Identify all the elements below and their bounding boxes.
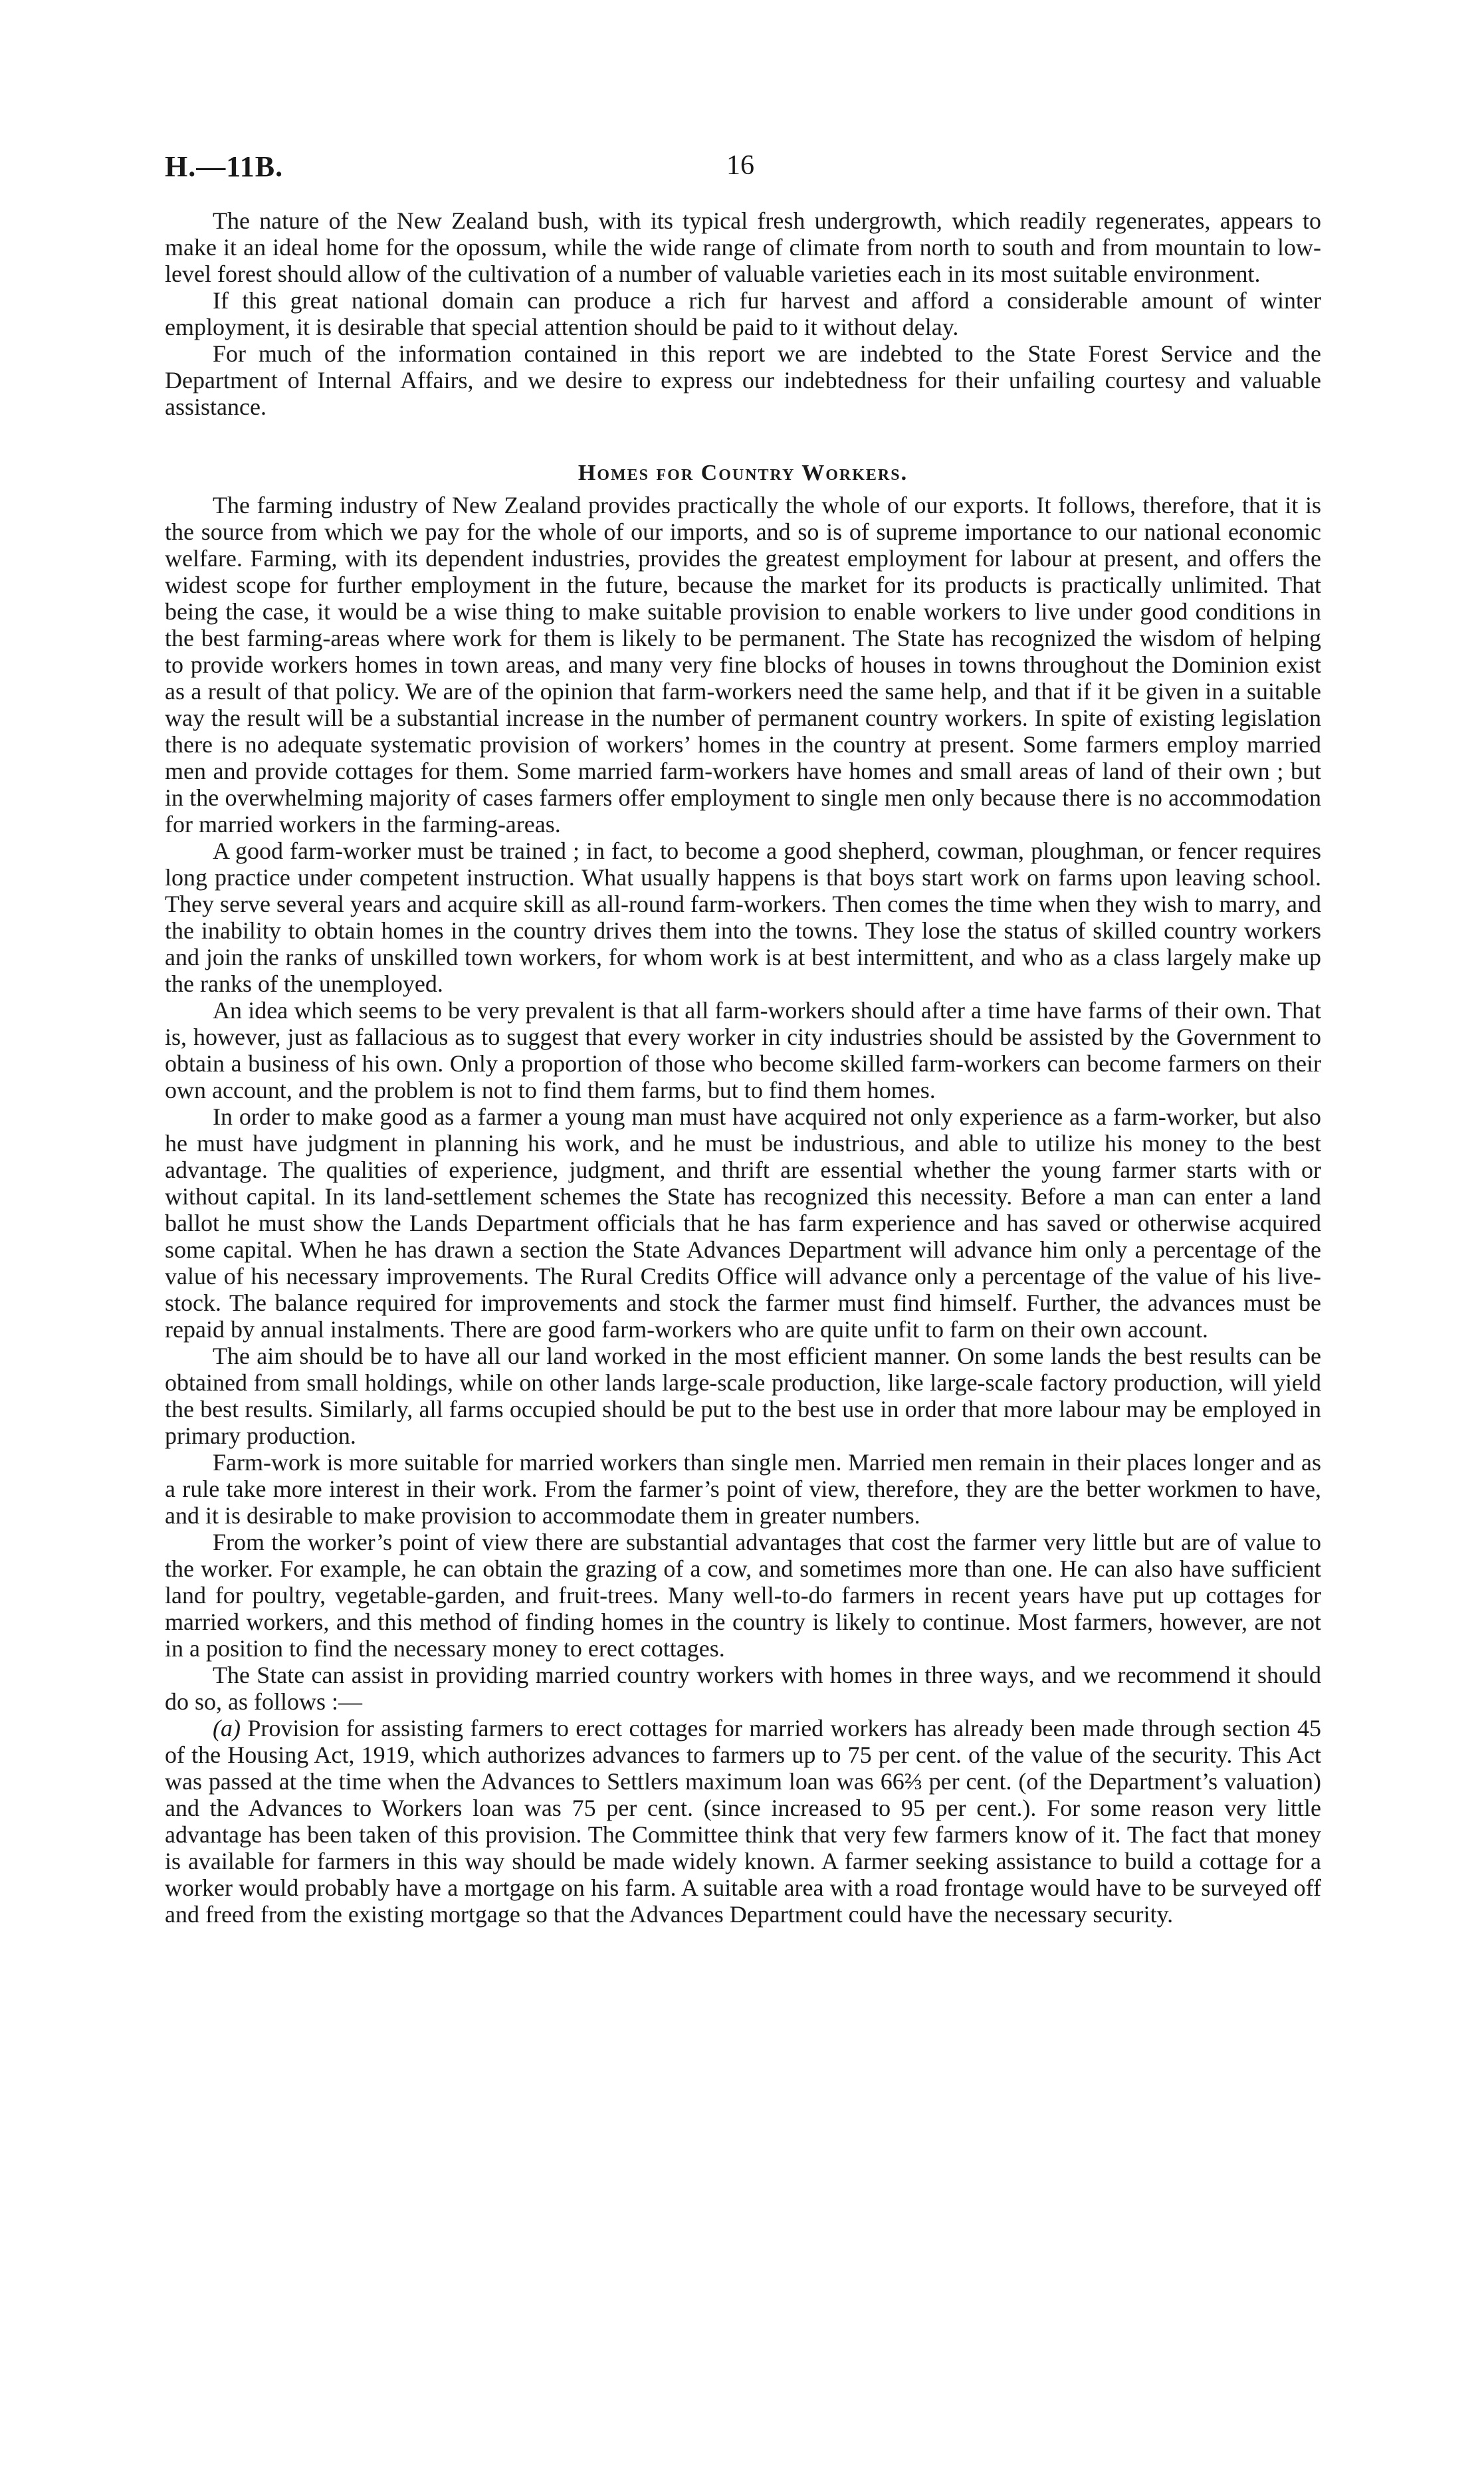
paragraph: A good farm-worker must be trained ; in fact, to become a good shepherd, cowman, ploughman, or fencer requires long practice under competent instruction. What usually happens is that boys start work on farms upon leaving school. They serve several years and acquire skill as all-round farm-workers. Then comes the time when they wish to marry, and the inability to obtain homes in the country drives them into the towns. They lose the status of skilled country workers and join the ranks of unskilled town workers, for whom work is at best intermittent, and who as a class largely make up the ranks of the unemployed. (165, 838, 1321, 997)
paragraph: An idea which seems to be very prevalent is that all farm-workers should after a time have farms of their own. That is, however, just as fallacious as to suggest that every worker in city industries should be assisted by the Government to obtain a business of his own. Only a proportion of those who become skilled farm-workers can become farmers on their own account, and the problem is not to find them farms, but to find them homes. (165, 997, 1321, 1103)
paragraph: From the worker’s point of view there are substantial advantages that cost the farmer very little but are of value to the worker. For example, he can obtain the grazing of a cow, and sometimes more than one. He can also have sufficient land for poultry, vegetable-garden, and fruit-trees. Many well-to-do farmers in recent years have put up cottages for married workers, and this method of finding homes in the country is likely to continue. Most farmers, however, are not in a position to find the necessary money to erect cottages. (165, 1529, 1321, 1662)
list-item-a (165, 1715, 1321, 1928)
paragraph: The nature of the New Zealand bush, with its typical fresh undergrowth, which readily regenerates, appears to make it an ideal home for the opossum, while the wide range of climate from north to south and from mountain to low-level forest should allow of the cultivation of a number of valuable varieties each in its most suitable environment. (165, 207, 1321, 287)
page-number: 16 (726, 150, 754, 181)
body-text (165, 207, 1321, 1928)
section-heading: Homes for Country Workers. (578, 461, 908, 485)
document-reference: H.—11B. (165, 150, 284, 183)
paragraph: In order to make good as a farmer a young man must have acquired not only experience as a farm-worker, but also he must have judgment in planning his work, and he must be industrious, and able to utilize his money to the best advantage. The qualities of experience, judgment, and thrift are essential whether the young farmer starts with or without capital. In its land-settlement schemes the State has recognized this necessity. Before a man can enter a land ballot he must show the Lands Department officials that he has farm experience and has saved or otherwise acquired some capital. When he has drawn a section the State Advances Department will advance him only a percentage of the value of his necessary improvements. The Rural Credits Office will advance only a percentage of the value of his live-stock. The balance required for improvements and stock the farmer must find himself. Further, the advances must be repaid by annual instalments. There are good farm-workers who are quite unfit to farm on their own account. (165, 1103, 1321, 1343)
paragraph: For much of the information contained in this report we are indebted to the State Forest Service and the Department of Internal Affairs, and we desire to express our indebtedness for their unfailing courtesy and valuable assistance. (165, 340, 1321, 420)
paragraph: If this great national domain can produce a rich fur harvest and afford a considerable amount of winter employment, it is desirable that special attention should be paid to it without delay. (165, 287, 1321, 340)
paragraph: The farming industry of New Zealand provides practically the whole of our exports. It follows, therefore, that it is the source from which we pay for the whole of our imports, and so is of supreme importance to our national economic welfare. Farming, with its dependent industries, provides the greatest employment for labour at present, and offers the widest scope for further employment in the future, because the market for its products is practically unlimited. That being the case, it would be a wise thing to make suitable provision to enable workers to live under good conditions in the best farming-areas where work for them is likely to be permanent. The State has recognized the wisdom of helping to provide workers homes in town areas, and many very fine blocks of houses in towns throughout the Dominion exist as a result of that policy. We are of the opinion that farm-workers need the same help, and that if it be given in a suitable way the result will be a substantial increase in the number of permanent country workers. In spite of existing legislation there is no adequate systematic provision of workers’ homes in the country at present. Some farmers employ married men and provide cottages for them. Some married farm-workers have homes and small areas of land of their own ; but in the overwhelming majority of cases farmers offer employment to single men only because there is no accommodation for married workers in the farming-areas. (165, 492, 1321, 838)
paragraph: Farm-work is more suitable for married workers than single men. Married men remain in their places longer and as a rule take more interest in their work. From the farmer’s point of view, therefore, they are the better workmen to have, and it is desirable to make provision to accommodate them in greater numbers. (165, 1449, 1321, 1529)
list-item-text: Provision for assisting farmers to erect cottages for married workers has already been made through section 45 of the Housing Act, 1919, which authorizes advances to farmers up to 75 per cent. of the value of the security. This Act was passed at the time when the Advances to Settlers maximum loan was 66⅔ per cent. (of the Department’s valuation) and the Advances to Workers loan was 75 per cent. (since increased to 95 per cent.). For some reason very little advantage has been taken of this provision. The Committee think that very few farmers know of it. The fact that money is available for farmers in this way should be made widely known. A farmer seeking assistance to build a cottage for a worker would probably have a mortgage on his farm. A suitable area with a road frontage would have to be surveyed off and freed from the existing mortgage so that the Advances Department could have the necessary security. (165, 1715, 1321, 1928)
list-item-label: (a) (213, 1715, 241, 1741)
paragraph: The aim should be to have all our land worked in the most efficient manner. On some lands the best results can be obtained from small holdings, while on other lands large-scale production, like large-scale factory production, will yield the best results. Similarly, all farms occupied should be put to the best use in order that more labour may be employed in primary production. (165, 1343, 1321, 1449)
paragraph: The State can assist in providing married country workers with homes in three ways, and we recommend it should do so, as follows :— (165, 1662, 1321, 1715)
page-header (165, 150, 1321, 189)
